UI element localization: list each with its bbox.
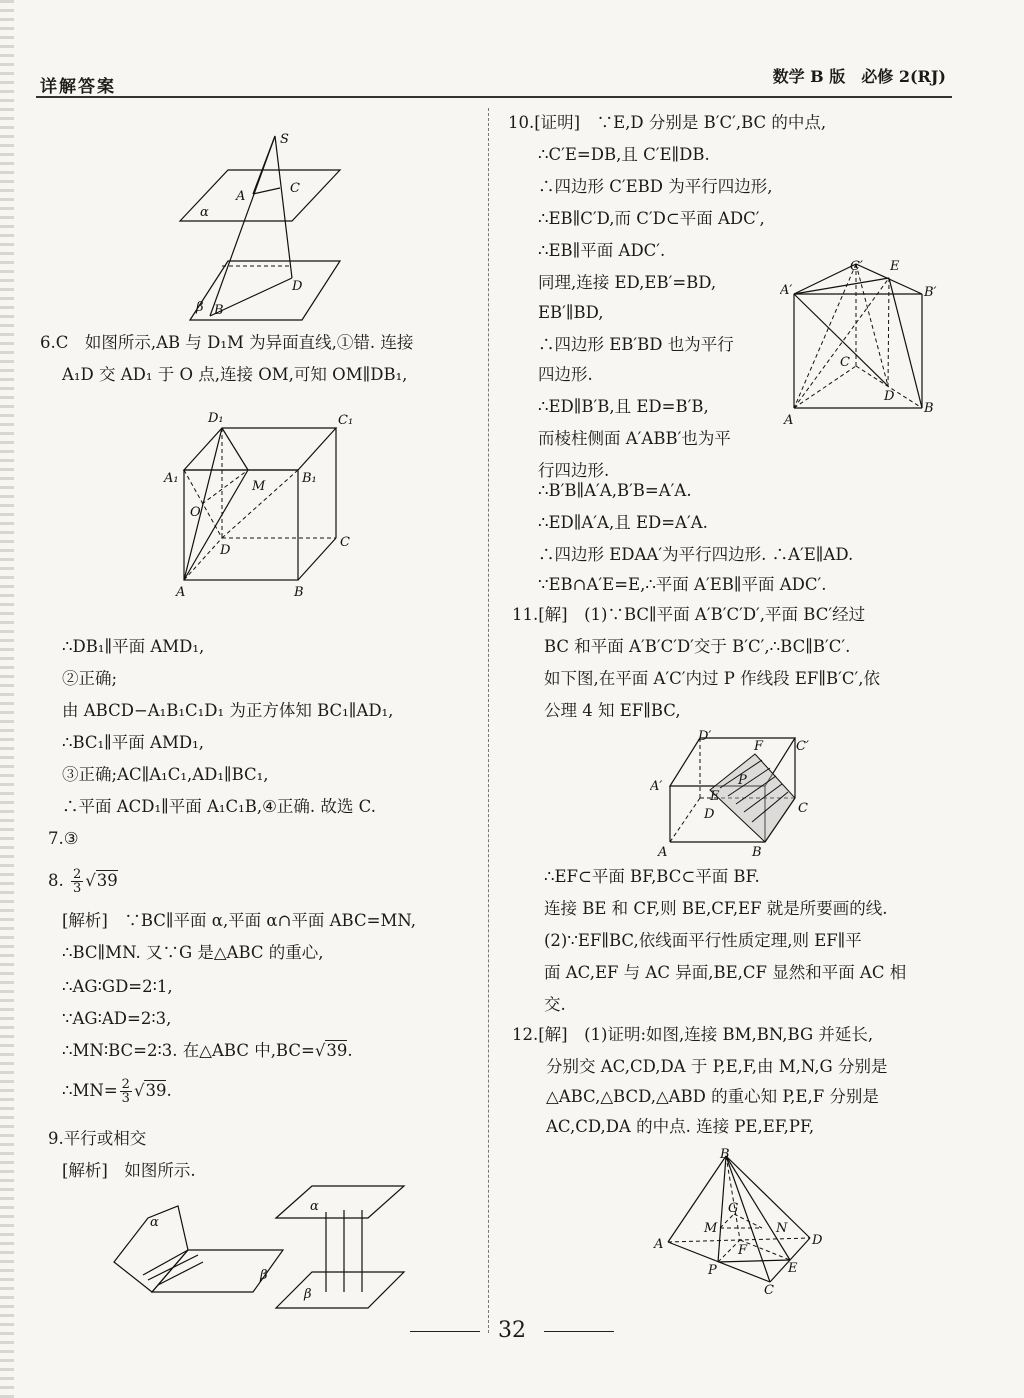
column-divider (488, 108, 489, 1333)
header-subject: 数学 B 版 必修 2(RJ) (772, 67, 946, 86)
q10-line-5: ∴EB∥平面 ADC′. (538, 241, 666, 260)
q9-answer: 9.平行或相交 (48, 1129, 147, 1148)
q12-line-2: 分别交 AC,CD,DA 于 P,E,F,由 M,N,G 分别是 (546, 1057, 888, 1076)
figure-box-section (650, 730, 815, 866)
fig6-label-alpha-1: α (150, 1215, 159, 1230)
fig6-label-beta-2: β (304, 1287, 312, 1302)
fig3-label-a-prime: A′ (780, 283, 793, 298)
fig4-label-a-prime: A′ (650, 779, 663, 794)
fig5-label-p: P (708, 1263, 717, 1278)
q10-line-9: 四边形. (538, 365, 593, 384)
q10-line-1: 10.[证明] ∵E,D 分别是 B′C′,BC 的中点, (508, 113, 827, 132)
q6-line-3: ∴DB₁∥平面 AMD₁, (62, 637, 205, 656)
fig1-label-c: C (290, 181, 300, 196)
fig3-label-b-prime: B′ (924, 285, 937, 300)
q7-answer: 7.③ (48, 829, 79, 848)
fig2-label-o: O (190, 505, 201, 520)
q11-line-1: 11.[解] (1)∵BC∥平面 A′B′C′D′,平面 BC′经过 (512, 605, 866, 624)
fig4-label-c: C (798, 801, 808, 816)
figure-cube (160, 408, 370, 607)
fig5-label-f: F (738, 1243, 748, 1258)
figure-parallel-planes (108, 1180, 408, 1319)
q8-fraction: $\frac{2}{3}$ (73, 867, 82, 896)
q8-line-6: ∴MN∶BC=2∶3. 在△ABC 中,BC=√39. (62, 1041, 353, 1060)
binding-edge (0, 0, 14, 1398)
q8-radicand: 39 (96, 871, 118, 890)
header-title: 详解答案 (40, 77, 116, 97)
q8-line-3: ∴BC∥MN. 又∵G 是△ABC 的重心, (62, 943, 324, 962)
fig2-label-d: D (220, 543, 231, 558)
q8-number: 8. (48, 871, 64, 890)
fig6-label-alpha-2: α (310, 1199, 319, 1214)
q8-line-5: ∵AG∶AD=2∶3, (62, 1009, 172, 1028)
q6-line-4: ②正确; (62, 669, 118, 688)
fig3-label-b: B (924, 401, 934, 416)
q12-line-4: AC,CD,DA 的中点. 连接 PE,EF,PF, (546, 1117, 815, 1136)
fig3-label-d: D (884, 389, 895, 404)
fig2-label-a: A (176, 585, 186, 600)
q8-answer: 8. $\frac{2}{3}$ √39 (48, 867, 118, 896)
q10-line-16: ∵EB∩A′E=E,∴平面 A′EB∥平面 ADC′. (538, 575, 827, 594)
fig4-label-b: B (752, 845, 762, 860)
q10-line-7: EB′∥BD, (538, 303, 604, 322)
q10-line-6: 同理,连接 ED,EB′=BD, (538, 273, 717, 292)
fig5-label-e: E (788, 1261, 798, 1276)
q12-line-1: 12.[解] (1)证明:如图,连接 BM,BN,BG 并延长, (512, 1025, 874, 1044)
q10-line-12: 行四边形. (538, 461, 610, 480)
fig4-label-p: P (738, 773, 747, 788)
q10-line-10: ∴ED∥B′B,且 ED=B′B, (538, 397, 709, 416)
fig2-label-m: M (252, 479, 266, 494)
q11-line-8: 面 AC,EF 与 AC 异面,BE,CF 显然和平面 AC 相 (544, 963, 907, 982)
fig1-label-s: S (280, 132, 289, 147)
fig2-label-b: B (294, 585, 304, 600)
fig4-label-d-prime: D′ (698, 730, 712, 744)
fig3-label-a: A (784, 413, 794, 428)
fig4-label-e: E (710, 789, 720, 804)
fig5-label-m: M (704, 1221, 718, 1236)
fig1-label-beta: β (196, 300, 204, 315)
header-rule (36, 96, 952, 98)
fig4-label-a: A (658, 845, 668, 860)
q6-line-6: ∴BC₁∥平面 AMD₁, (62, 733, 204, 752)
fig1-label-alpha: α (200, 205, 209, 220)
q11-line-9: 交. (544, 995, 566, 1014)
fig5-label-a: A (654, 1237, 664, 1252)
fig4-label-d: D (704, 807, 715, 822)
q11-line-4: 公理 4 知 EF∥BC, (544, 701, 681, 720)
q10-line-11: 而棱柱侧面 A′ABB′也为平 (538, 429, 731, 448)
fig2-label-c1: C₁ (338, 413, 354, 428)
q11-line-5: ∴EF⊂平面 BF,BC⊂平面 BF. (544, 867, 760, 886)
fig6-label-beta-1: β (260, 1268, 268, 1283)
q11-line-6: 连接 BE 和 CF,则 BE,CF,EF 就是所要画的线. (544, 899, 888, 918)
fig2-label-b1: B₁ (302, 471, 317, 486)
fig3-label-c-prime: C′ (850, 259, 863, 274)
fig5-label-b: B (720, 1148, 730, 1162)
fig4-label-f: F (754, 739, 764, 754)
q11-line-3: 如下图,在平面 A′C′内过 P 作线段 EF∥B′C′,依 (544, 669, 880, 688)
fig3-label-c: C (840, 355, 850, 370)
q8-line-4: ∴AG∶GD=2∶1, (62, 977, 173, 996)
q8-line-2: [解析] ∵BC∥平面 α,平面 α∩平面 ABC=MN, (62, 911, 416, 930)
fig2-label-d1: D₁ (208, 411, 224, 426)
q11-line-7: (2)∵EF∥BC,依线面平行性质定理,则 EF∥平 (544, 931, 862, 950)
fig3-label-e: E (890, 259, 900, 274)
q10-line-8: ∴四边形 EB′BD 也为平行 (538, 335, 734, 354)
fig5-label-d: D (812, 1233, 823, 1248)
q10-line-3: ∴四边形 C′EBD 为平行四边形, (538, 177, 773, 196)
q6-line-5: 由 ABCD−A₁B₁C₁D₁ 为正方体知 BC₁∥AD₁, (62, 701, 394, 720)
q10-line-2: ∴C′E=DB,且 C′E∥DB. (538, 145, 710, 164)
q10-line-4: ∴EB∥C′D,而 C′D⊂平面 ADC′, (538, 209, 765, 228)
q11-line-2: BC 和平面 A′B′C′D′交于 B′C′,∴BC∥B′C′. (544, 637, 851, 656)
fig4-label-c-prime: C′ (796, 739, 809, 754)
q9-line-2: [解析] 如图所示. (62, 1161, 196, 1180)
fig5-label-n: N (776, 1221, 788, 1236)
q10-line-13: ∴B′B∥A′A,B′B=A′A. (538, 481, 692, 500)
figure-prism (780, 258, 940, 432)
figure-tetrahedron (650, 1148, 830, 1302)
page-number: 32 (0, 1318, 1024, 1343)
fig1-label-b: B (214, 303, 224, 318)
fig2-label-a1: A₁ (164, 471, 179, 486)
q8-line-7: ∴MN= $\frac{2}{3}$ √39. (62, 1077, 172, 1106)
fig2-label-c: C (340, 535, 350, 550)
q6-line-8: ∴平面 ACD₁∥平面 A₁C₁B,④正确. 故选 C. (62, 797, 376, 816)
q6-line-1: 6.C 如图所示,AB 与 D₁M 为异面直线,①错. 连接 (40, 333, 414, 352)
fig1-label-a: A (236, 189, 246, 204)
figure-planes-pyramid (170, 128, 350, 327)
q6-line-2: A₁D 交 AD₁ 于 O 点,连接 OM,可知 OM∥DB₁, (62, 365, 408, 384)
q10-line-14: ∴ED∥A′A,且 ED=A′A. (538, 513, 708, 532)
q12-line-3: △ABC,△BCD,△ABD 的重心知 P,E,F 分别是 (546, 1087, 879, 1106)
fig5-label-g: G (728, 1201, 739, 1216)
q10-line-15: ∴四边形 EDAA′为平行四边形. ∴A′E∥AD. (538, 545, 854, 564)
fig5-label-c: C (764, 1283, 774, 1298)
q6-line-7: ③正确;AC∥A₁C₁,AD₁∥BC₁, (62, 765, 269, 784)
fig1-label-d: D (292, 279, 303, 294)
